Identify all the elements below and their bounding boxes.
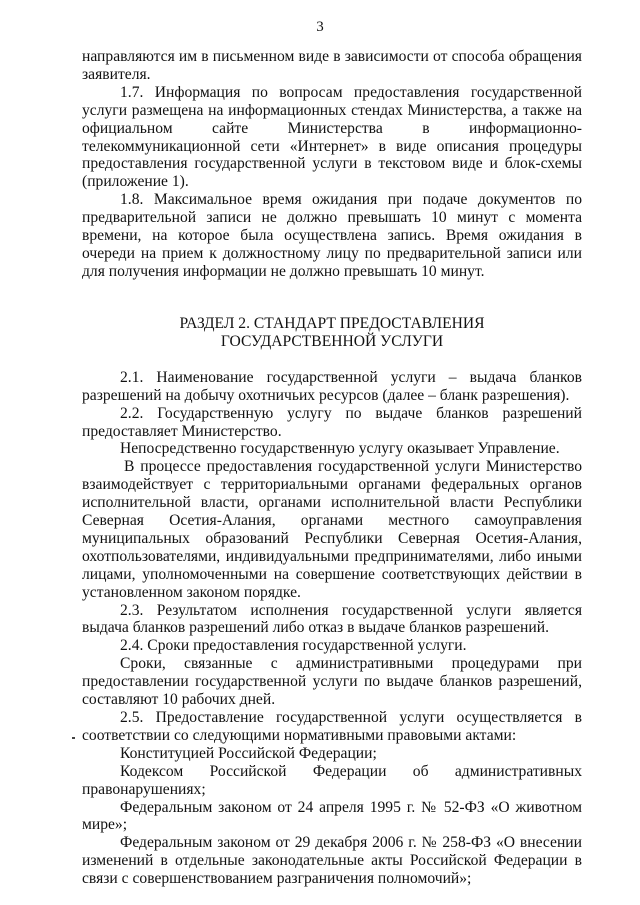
paragraph-2-3: 2.3. Результатом исполнения государственной услуги является выдача бланков разрешений либо отказ в выдаче бланков разрешений.: [82, 601, 582, 637]
paragraph-direct-provider: Непосредственно государственную услугу оказывает Управление.: [120, 440, 560, 458]
paragraph-2-1: 2.1. Наименование государственной услуги – выдача бланков разрешений на добычу охотничьих ресурсов (далее – бланк разрешения).: [82, 368, 582, 404]
list-item-fz258: Федеральным законом от 29 декабря 2006 г. № 258-ФЗ «О внесении изменений в отдельные законодательные акты Российской Федерации в связи с совершенствованием разграничения полномочий»;: [82, 834, 582, 888]
paragraph-continuation: направляются им в письменном виде в зависимости от способа обращения заявителя.: [82, 48, 582, 83]
list-item-koap: Кодексом Российской Федерации об административных правонарушениях;: [82, 762, 582, 798]
section-gap-after: [82, 351, 582, 369]
page-number: 3: [316, 19, 324, 35]
scan-artifact-mark: [72, 737, 75, 739]
paragraph-interaction: В процессе предоставления государственной услуги Министерство взаимодействует с территориальными органами федеральных органов исполнительной власти, органами исполнительной власти Республики Северная Осетия-Алания, органами местного самоуправления муниципальных образований Республики Северная Осетия-Алания, охотпользователями, индивидуальными предпринимателями, либо иными лицами, уполномоченными на совершение соответствующих действии в установленном законом порядке.: [82, 458, 582, 601]
paragraph-2-4: 2.4. Сроки предоставления государственной услуги.: [120, 637, 467, 655]
section-gap-before: [82, 281, 582, 315]
paragraph-terms: Сроки, связанные с административными процедурами при предоставлении государственной услуги по выдаче бланков разрешений, составляют 10 рабочих дней.: [82, 655, 582, 709]
section-heading: РАЗДЕЛ 2. СТАНДАРТ ПРЕДОСТАВЛЕНИЯ ГОСУДАРСТВЕННОЙ УСЛУГИ: [179, 314, 485, 350]
list-item-fz52: Федеральным законом от 24 апреля 1995 г. № 52-ФЗ «О животном мире»;: [82, 798, 582, 834]
document-body: [82, 48, 582, 888]
paragraph-1-8: 1.8. Максимальное время ожидания при подаче документов по предварительной записи не должно превышать 10 минут с момента времени, на которое была осуществлена запись. Время ожидания в очереди на прием к должностному лицу по предварительной записи или для получения информации не должно превышать 10 минут.: [82, 191, 582, 280]
list-item-constitution: Конституцией Российской Федерации;: [120, 744, 377, 762]
paragraph-1-7: 1.7. Информация по вопросам предоставления государственной услуги размещена на информационных стендах Министерства, а также на официальном сайте Министерства в информационно-телекоммуникационной сети «Интернет» в виде описания процедуры предоставления государственной услуги в текстовом виде и блок-схемы (приложение 1).: [82, 83, 582, 191]
paragraph-2-2: 2.2. Государственную услугу по выдаче бланков разрешений предоставляет Министерство.: [82, 404, 582, 440]
paragraph-2-5: 2.5. Предоставление государственной услуги осуществляется в соответствии со следующими нормативными правовыми актами:: [82, 709, 582, 744]
